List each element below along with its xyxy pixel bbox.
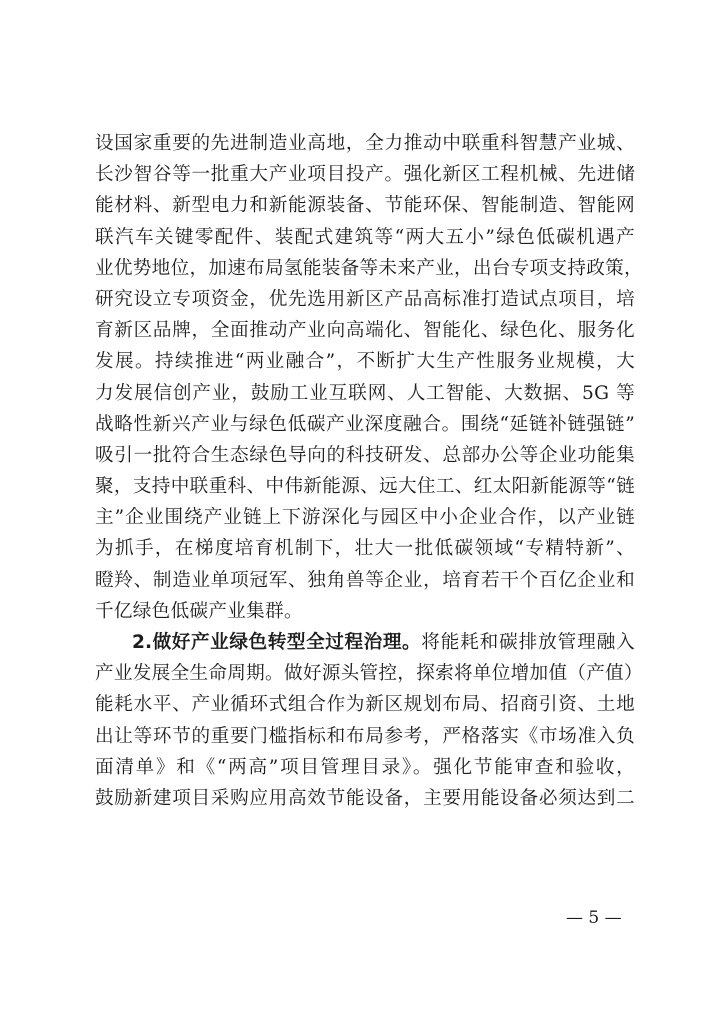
text-line: 面清单》和《“两高”项目管理目录》。强化节能审查和验收， [95,756,635,778]
text-line: 力发展信创产业，鼓励工业互联网、人工智能、大数据、5G 等 [95,382,635,404]
text-line: 长沙智谷等一批重大产业项目投产。强化新区工程机械、先进储 [95,164,635,186]
section-heading-rest: 将能耗和碳排放管理融入 [421,632,635,653]
text-line: 能材料、新型电力和新能源装备、节能环保、智能制造、智能网 [95,195,635,217]
text-line: 能耗水平、产业循环式组合作为新区规划布局、招商引资、土地 [95,694,635,716]
text-line: 育新区品牌，全面推动产业向高端化、智能化、绿色化、服务化 [95,320,635,342]
body-text [95,128,643,814]
text-line: 出让等环节的重要门槛指标和布局参考，严格落实《市场准入负 [95,725,635,747]
text-line: 吸引一批符合生态绿色导向的科技研发、总部办公等企业功能集 [95,444,635,466]
text-line: 研究设立专项资金，优先选用新区产品高标准打造试点项目，培 [95,288,635,310]
text-line: 设国家重要的先进制造业高地，全力推动中联重科智慧产业城、 [95,133,635,154]
section-heading: 2.做好产业绿色转型全过程治理。 [132,632,422,653]
text-line: 为抓手，在梯度培育机制下，壮大一批低碳领域“专精特新”、 [95,538,635,560]
section-heading-line [95,627,635,658]
text-line: 瞪羚、制造业单项冠军、独角兽等企业，培育若干个百亿企业和 [95,569,635,591]
text-line: 千亿绿色低碳产业集群。 [95,600,303,622]
text-line: 聚，支持中联重科、中伟新能源、远大住工、红太阳新能源等“链 [95,476,635,498]
text-line: 主”企业围绕产业链上下游深化与园区中小企业合作，以产业链 [95,507,635,529]
text-line: 联汽车关键零配件、装配式建筑等“两大五小”绿色低碳机遇产 [95,226,635,248]
text-line: 发展。持续推进“两业融合”，不断扩大生产性服务业规模，大 [95,351,635,373]
text-line: 业优势地位，加速布局氢能装备等未来产业，出台专项支持政策， [95,257,643,279]
page-number: — 5 — [566,908,622,928]
text-line: 鼓励新建项目采购应用高效节能设备，主要用能设备必须达到二 [95,787,635,809]
text-line: 产业发展全生命周期。做好源头管控，探索将单位增加值（产值） [95,663,643,685]
text-line: 战略性新兴产业与绿色低碳产业深度融合。围绕“延链补链强链” [95,413,635,435]
